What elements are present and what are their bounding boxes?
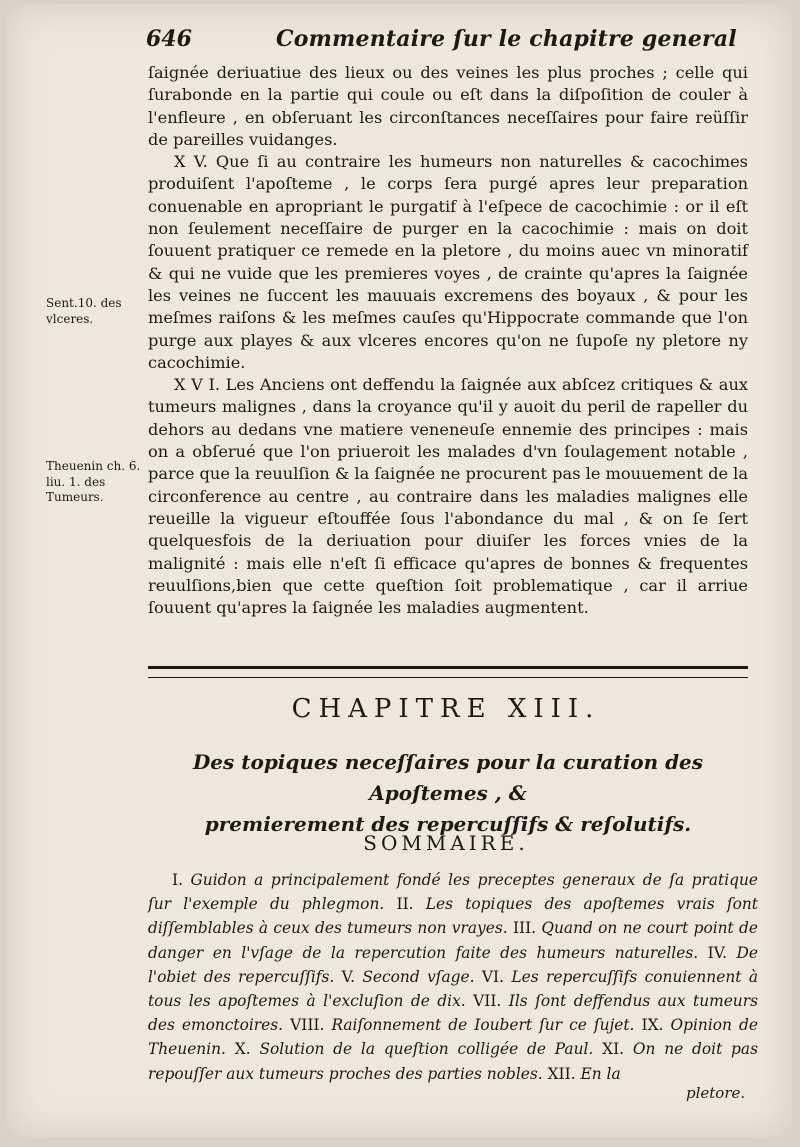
summary-item bbox=[235, 1040, 594, 1058]
catchword: pletore. bbox=[686, 1084, 746, 1102]
summary-item-number: III. bbox=[512, 919, 537, 938]
summary-item-number: VIII. bbox=[290, 1016, 325, 1035]
summary-paragraph bbox=[148, 868, 758, 1086]
summary-item-text: Les repercuſſifs conuiennent à tous les apoſtemes à l'excluſion de dix. bbox=[148, 967, 758, 1011]
body-text bbox=[148, 62, 748, 619]
chapter-subtitle-line: Des topiques neceſſaires pour la curation des Apoſtemes , & bbox=[192, 750, 704, 805]
summary-item-text: Opinion de Theuenin. bbox=[148, 1016, 758, 1059]
page-header bbox=[6, 22, 792, 62]
page-number: 646 bbox=[146, 26, 192, 52]
summary-item-number: IX. bbox=[641, 1016, 664, 1035]
summary-item-text: De l'obiet des repercuſſifs. bbox=[148, 943, 758, 986]
section-divider-rule bbox=[148, 666, 748, 678]
summary-item-text: Quand on ne court point de danger en l'vſage de la repercution faite des humeurs naturelles. bbox=[148, 919, 758, 962]
summary-item-number: XII. bbox=[547, 1064, 576, 1083]
chapter-subtitle-line: premierement des repercuſſifs & reſolutifs. bbox=[204, 812, 692, 836]
sommaire-heading: SOMMAIRE. bbox=[363, 831, 529, 855]
chapter-title: CHAPITRE XIII. bbox=[291, 694, 601, 724]
summary-item-number: I. bbox=[172, 871, 183, 889]
summary-item-number: IV. bbox=[707, 943, 728, 962]
chapter-subtitle bbox=[148, 747, 748, 840]
paragraph-xvi: X V I. Les Anciens ont deffendu la ſaignée aux abſcez critiques & aux tumeurs malignes , dans la croyance qu'il y auoit du peril de rapeller du dehors au dedans vne matiere veneneuſe ennemie des principes : mais on a obſerué que l'on priueroit les malades d'vn ſoulagement notable , parce que la reuulſion & la ſaignée ne procurent pas le mouuement de la circonference au centre , au contraire dans les maladies malignes elle reueille la vigueur eſtouffée ſous l'abondance du mal , & on ſe ſert quelquesfois de la deriuation pour diuiſer les forces vnies de la malignité : mais elle n'eſt ſi efficace qu'apres de bonnes & frequentes reuulſions,bien que cette queſtion ſoit problematique , car il arriue ſouuent qu'apres la ſaignée les maladies augmentent. bbox=[148, 375, 748, 618]
summary-item bbox=[290, 1016, 634, 1034]
summary-item-text: Ils ſont deffendus aux tumeurs des emonctoires. bbox=[148, 992, 758, 1035]
summary-item-number: XI. bbox=[602, 1040, 625, 1059]
paragraph-xv: X V. Que ſi au contraire les humeurs non naturelles & cacochimes produiſent l'apoſteme , le corps ſera purgé apres leur preparation conuenable en apropriant le purgatif à l'eſpece de cacochimie : or il eſt non ſeulement neceſſaire de purger en la cacochimie : mais on doit ſouuent pratiquer ce remede en la pletore , du moins auec vn minoratif & qui ne vuide que les premieres voyes , de crainte qu'apres la ſaignée les veines ne ſuccent les mauuais excremens des boyaux , & pour les meſmes raiſons & les meſmes cauſes qu'Hippocrate commande que l'on purge aux playes & aux vlceres encores qu'on ne ſupoſe ny pletore ny cacochimie. bbox=[148, 152, 748, 372]
summary-item-text: On ne doit pas repouſſer aux tumeurs proches des parties nobles. bbox=[148, 1040, 758, 1083]
paragraph-continued: ſaignée deriuatiue des lieux ou des veines les plus proches ; celle qui ſurabonde en la partie qui coule ou eſt dans la diſpoſition de couler à l'enfleure , en obſeruant les circonſtances neceſſaires pour faire reüſſir de pareilles vuidanges. bbox=[148, 63, 748, 149]
summary-item bbox=[548, 1065, 621, 1083]
summary-item-text: Les topiques des apoſtemes vrais ſont diſſemblables à ceux des tumeurs non vrayes. bbox=[148, 895, 758, 938]
summary-item-number: V. bbox=[341, 967, 355, 986]
summary-item-text: Raiſonnement de Ioubert ſur ce ſujet. bbox=[331, 1016, 635, 1035]
summary-item-number: X. bbox=[234, 1040, 251, 1059]
summary-item-text: Second vſage. bbox=[362, 967, 475, 986]
summary-item-number: II. bbox=[396, 895, 414, 914]
summary-item-text: Guidon a principalement fondé les preceptes generaux de ſa pratique ſur l'exemple du phlegmon. bbox=[148, 871, 758, 914]
summary-item-text: Solution de la queſtion colligée de Paul. bbox=[259, 1040, 594, 1059]
margin-note-sent: Sent.10. des vlceres. bbox=[46, 296, 122, 326]
summary-item-text: En la bbox=[580, 1064, 621, 1083]
margin-note-theuenin: Theuenin ch. 6. liu. 1. des Tumeurs. bbox=[46, 459, 141, 504]
running-title: Commentaire ſur le chapitre general bbox=[276, 26, 737, 52]
book-page bbox=[6, 4, 792, 1137]
summary-item-number: VI. bbox=[481, 967, 505, 986]
summary-item bbox=[342, 968, 475, 986]
summary-item-number: VII. bbox=[473, 992, 502, 1011]
